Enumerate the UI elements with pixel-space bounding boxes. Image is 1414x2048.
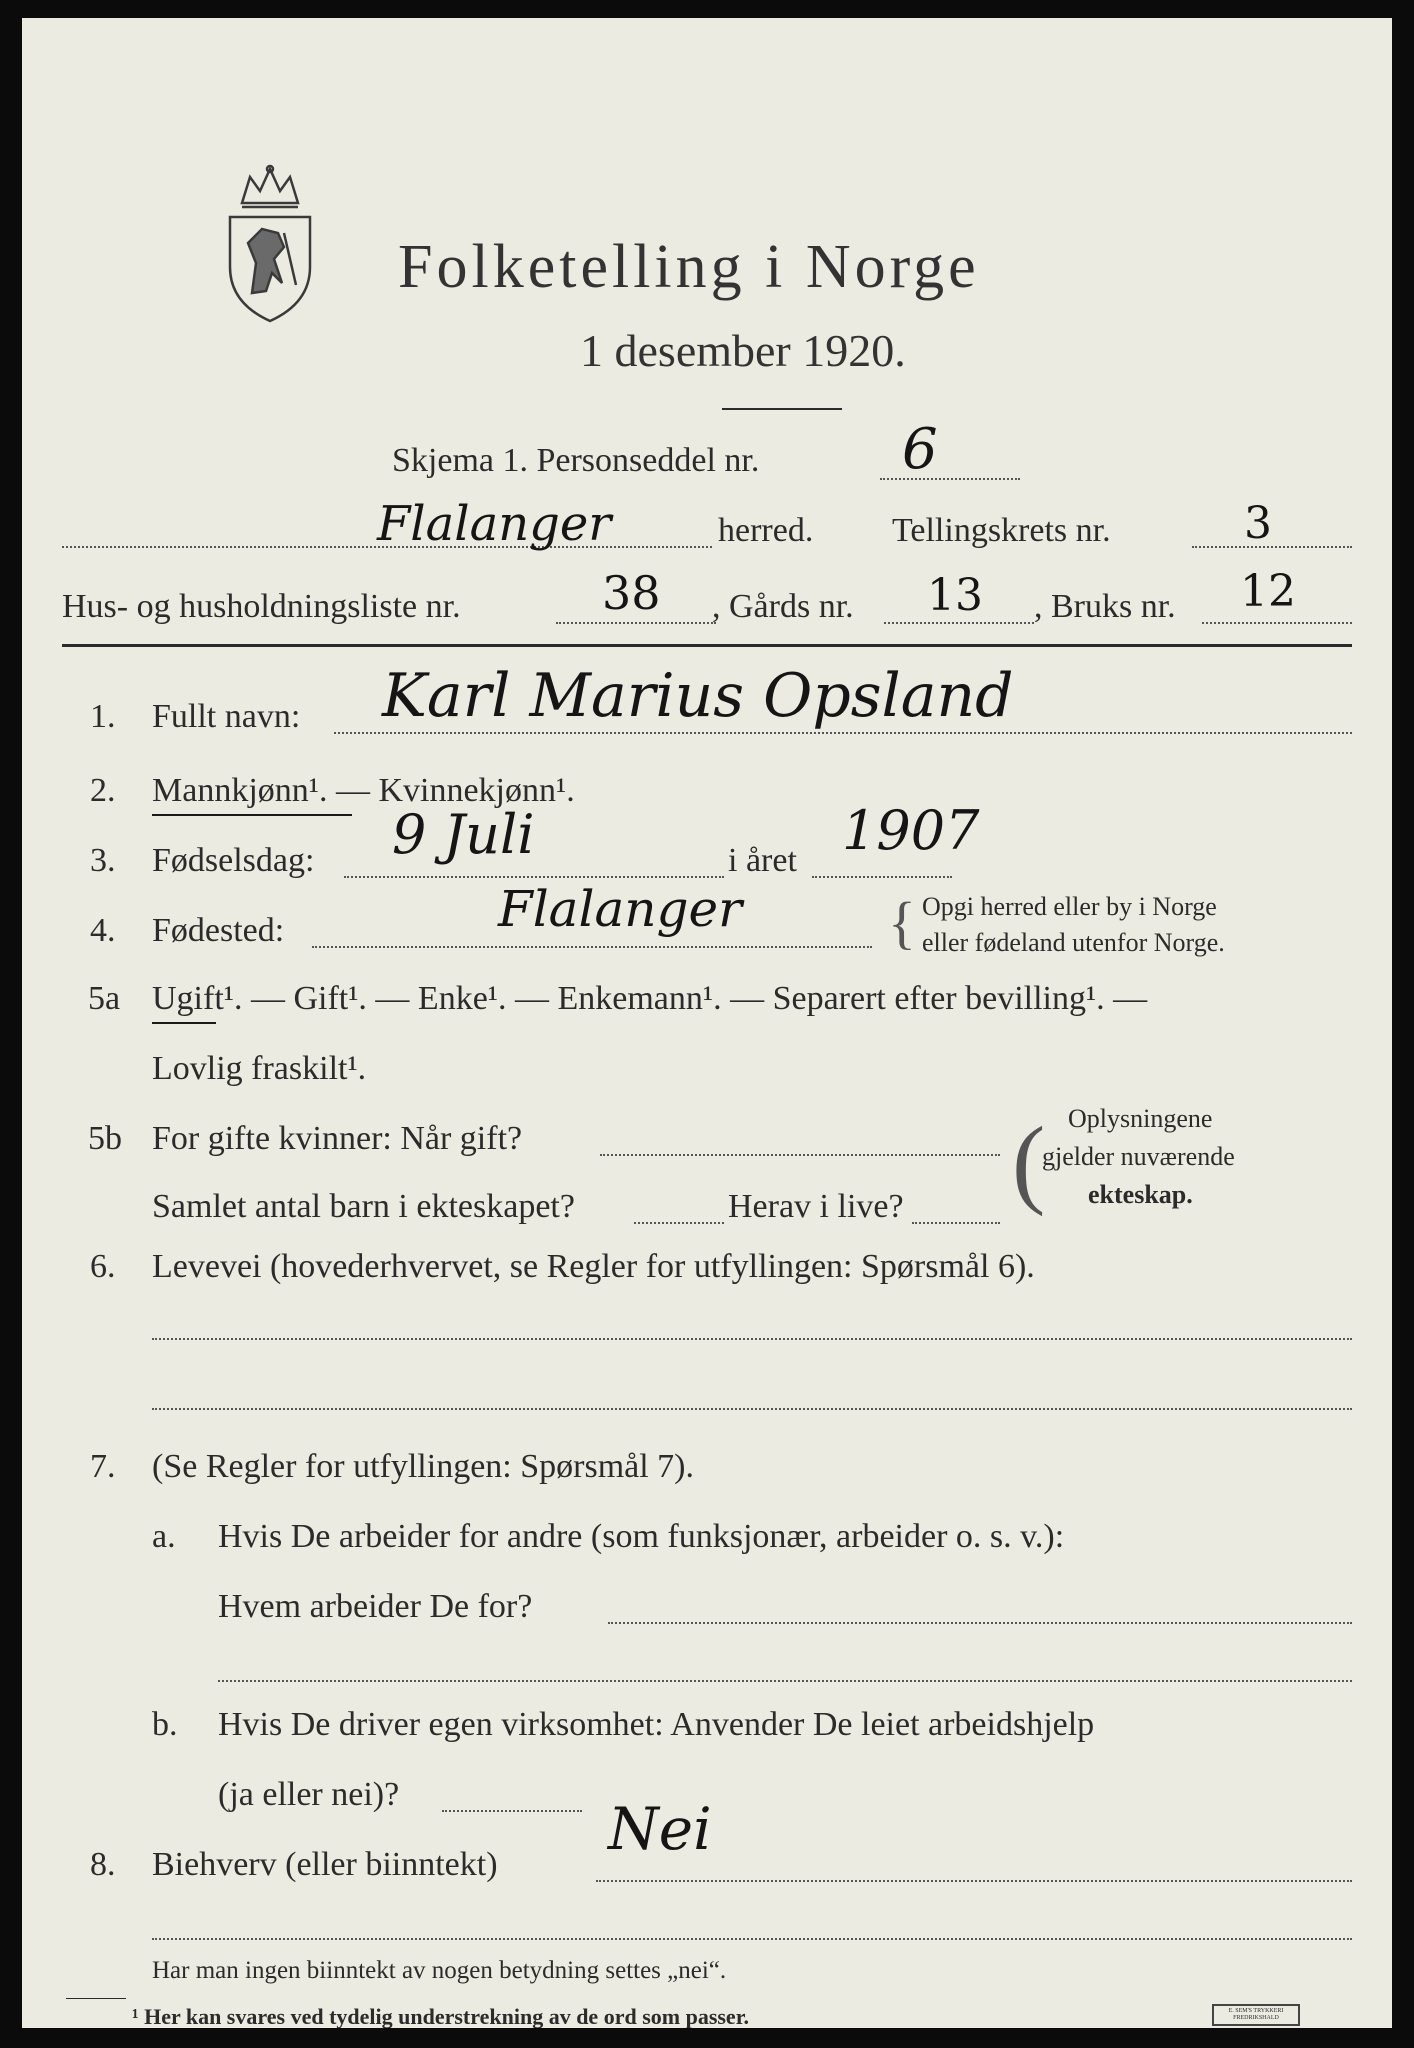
gards-number: 13 (927, 570, 983, 621)
employer-line-2 (218, 1680, 1352, 1682)
occupation-line-2 (152, 1408, 1352, 1410)
footer-note: Har man ingen biinntekt av nogen betydning settes „nei“. (152, 1957, 727, 1984)
hired-help-line (442, 1810, 582, 1812)
q5b-number: 5b (88, 1120, 122, 1157)
full-name-label: Fullt navn: (152, 698, 301, 735)
side-income-label: Biehverv (eller biinntekt) (152, 1846, 498, 1883)
herred-label: herred. (718, 512, 814, 549)
printer-stamp: E. SEM'S TRYKKERI FREDRIKSHALD (1212, 2004, 1300, 2026)
married-date-line (600, 1154, 1000, 1156)
side-income-value: Nei (608, 1795, 712, 1863)
q5b-note-2: gjelder nuværende (1042, 1142, 1235, 1171)
ugift-underline (152, 1022, 216, 1024)
census-date: 1 desember 1920. (580, 325, 906, 376)
census-form-page (22, 18, 1392, 2028)
full-name-value: Karl Marius Opsland (382, 661, 1014, 731)
employer-line-1 (608, 1622, 1352, 1624)
q3-number: 3. (90, 842, 116, 879)
hus-line (556, 622, 716, 624)
birth-year-value: 1907 (842, 799, 980, 862)
gender-options: Mannkjønn¹. — Kvinnekjønn¹. (152, 772, 575, 809)
q5b-note-1: Oplysningene (1068, 1104, 1213, 1133)
employer-label: Hvem arbeider De for? (218, 1588, 533, 1625)
children-total-label: Samlet antal barn i ekteskapet? (152, 1188, 575, 1225)
q7b-letter: b. (152, 1706, 178, 1743)
title-divider (722, 408, 842, 410)
q7a-text: Hvis De arbeider for andre (som funksjonær, arbeider o. s. v.): (218, 1518, 1065, 1555)
birthplace-label: Fødested: (152, 912, 285, 949)
gards-line (884, 622, 1034, 624)
birthplace-value: Flalanger (498, 880, 742, 938)
married-women-label: For gifte kvinner: Når gift? (152, 1120, 523, 1157)
occupation-label: Levevei (hovederhvervet, se Regler for utfyllingen: Spørsmål 6). (152, 1248, 1035, 1285)
q5b-note-3: ekteskap. (1088, 1180, 1193, 1209)
children-alive-line (912, 1222, 1000, 1224)
marital-status-options-2: Lovlig fraskilt¹. (152, 1050, 367, 1087)
hus-label: Hus- og husholdningsliste nr. (62, 588, 461, 625)
hired-help-label: (ja eller nei)? (218, 1776, 400, 1813)
herred-value: Flalanger (377, 496, 612, 552)
q7b-text: Hvis De driver egen virksomhet: Anvender De leiet arbeidshjelp (218, 1706, 1095, 1743)
q4-number: 4. (90, 912, 116, 949)
q6-number: 6. (90, 1248, 116, 1285)
skjema-label: Skjema 1. Personseddel nr. (392, 442, 760, 479)
birthplace-line (312, 946, 872, 948)
q1-number: 1. (90, 698, 116, 735)
coat-of-arms-icon (222, 163, 318, 323)
mannkjonn-underline (152, 814, 352, 816)
q5b-paren-left: ( (1012, 1106, 1046, 1217)
header-divider (62, 644, 1352, 647)
q7-number: 7. (90, 1448, 116, 1485)
birth-year-line (812, 876, 952, 878)
personseddel-number: 6 (902, 417, 938, 482)
side-income-line (596, 1880, 1352, 1882)
q2-number: 2. (90, 772, 116, 809)
form-title: Folketelling i Norge (398, 233, 980, 301)
bruks-line (1202, 622, 1352, 624)
full-name-line (334, 732, 1352, 734)
q7a-letter: a. (152, 1518, 176, 1555)
birthday-line (344, 876, 724, 878)
bruks-number: 12 (1240, 566, 1296, 617)
birthplace-note-2: eller fødeland utenfor Norge. (922, 928, 1225, 957)
hus-number: 38 (602, 566, 661, 620)
children-alive-label: Herav i live? (728, 1188, 904, 1225)
side-income-line-2 (152, 1938, 1352, 1940)
footnote-divider (66, 1998, 126, 1999)
birthplace-note-1: Opgi herred eller by i Norge (922, 892, 1217, 921)
q5a-number: 5a (88, 980, 121, 1017)
birthplace-brace: { (888, 890, 916, 955)
q8-number: 8. (90, 1846, 116, 1883)
occupation-line-1 (152, 1338, 1352, 1340)
tellingskrets-number: 3 (1244, 498, 1272, 549)
personseddel-line (880, 478, 1020, 480)
tellingskrets-label: Tellingskrets nr. (892, 512, 1111, 549)
gards-label: , Gårds nr. (712, 588, 854, 625)
q7-label: (Se Regler for utfyllingen: Spørsmål 7). (152, 1448, 695, 1485)
marital-status-options: Ugift¹. — Gift¹. — Enke¹. — Enkemann¹. — Separert efter bevilling¹. — (152, 980, 1148, 1017)
tellingskrets-line (1192, 546, 1352, 548)
children-total-line (634, 1222, 724, 1224)
bruks-label: , Bruks nr. (1034, 588, 1176, 625)
birthday-value: 9 Juli (392, 803, 535, 866)
birthday-label: Fødselsdag: (152, 842, 315, 879)
footnote: ¹ Her kan svares ved tydelig understrekning av de ord som passer. (132, 2004, 749, 2028)
birth-year-label: i året (728, 842, 797, 879)
